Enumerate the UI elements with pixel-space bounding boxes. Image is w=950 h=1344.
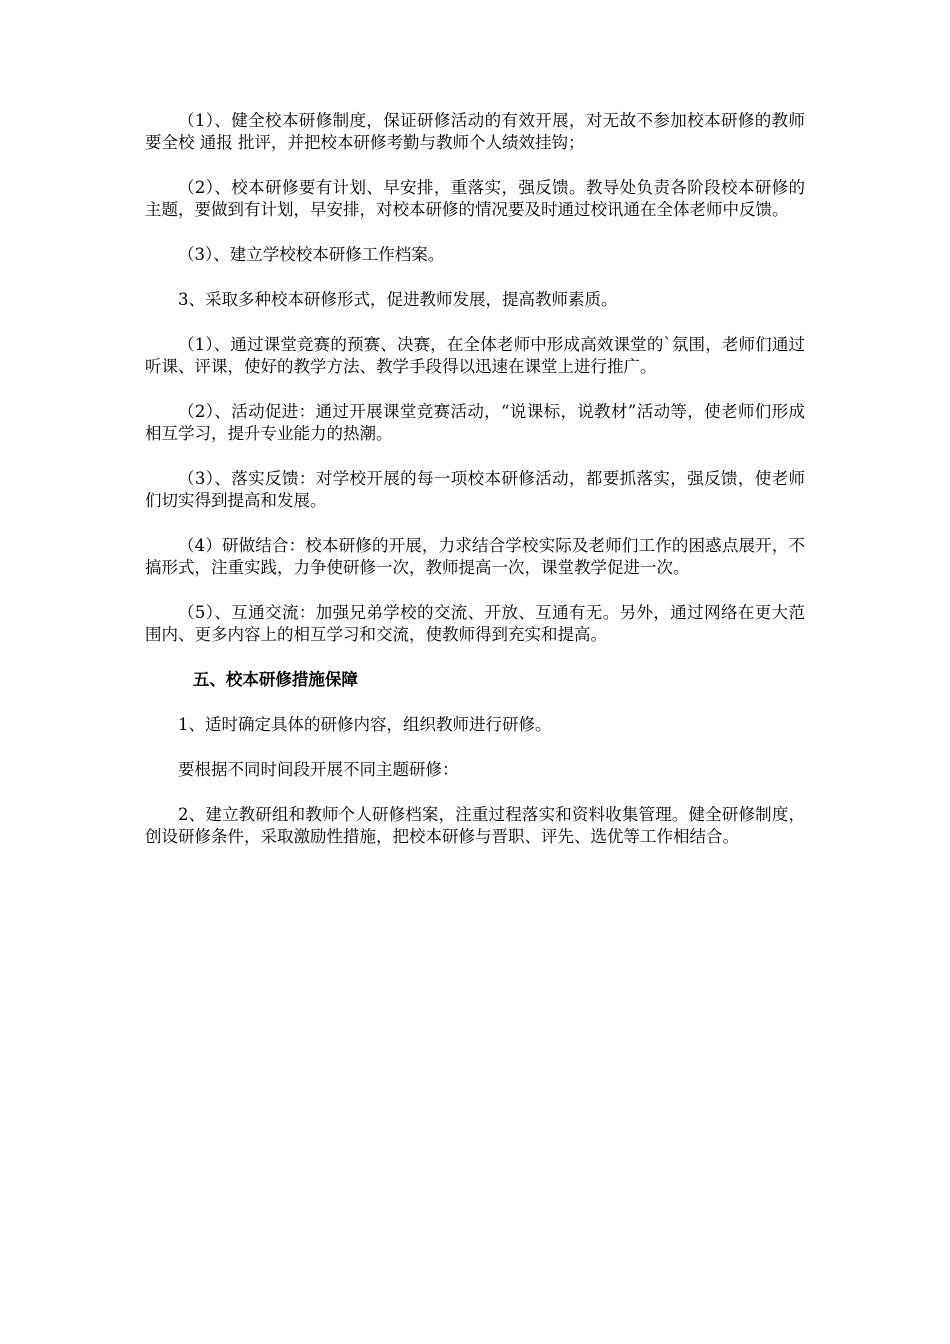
paragraph-2: （2）、校本研修要有计划、早安排，重落实，强反馈。教导处负责各阶段校本研修的主题，要做到有计划，早安排，对校本研修的情况要及时通过校讯通在全体老师中反馈。: [145, 178, 805, 219]
paragraph-7: （3）、落实反馈：对学校开展的每一项校本研修活动，都要抓落实，强反馈，使老师们切实得到提高和发展。: [145, 469, 805, 510]
paragraph-8: （4）研做结合：校本研修的开展，力求结合学校实际及老师们工作的困惑点展开，不搞形式，注重实践，力争使研修一次，教师提高一次，课堂教学促进一次。: [145, 536, 805, 577]
paragraph-3: （3）、建立学校校本研修工作档案。: [178, 245, 445, 264]
paragraph-1: （1）、健全校本研修制度，保证研修活动的有效开展，对无故不参加校本研修的教师要全校 通报 批评，并把校本研修考勤与教师个人绩效挂钩；: [145, 111, 805, 152]
paragraph-4: 3、采取多种校本研修形式，促进教师发展，提高教师素质。: [178, 290, 618, 309]
paragraph-5: （1）、通过课堂竞赛的预赛、决赛，在全体老师中形成高效课堂的`氛围，老师们通过听课、评课，使好的教学方法、教学手段得以迅速在课堂上进行推广。: [145, 335, 805, 376]
section-heading: 五、校本研修措施保障: [192, 670, 358, 689]
paragraph-6: （2）、活动促进：通过开展课堂竞赛活动，“说课标，说教材”活动等，使老师们形成相互学习，提升专业能力的热潮。: [145, 402, 805, 443]
section-paragraph-2: 要根据不同时间段开展不同主题研修：: [178, 760, 459, 779]
document-page: [145, 110, 805, 871]
section-paragraph-1: 1、适时确定具体的研修内容，组织教师进行研修。: [178, 715, 552, 734]
paragraph-9: （5）、互通交流：加强兄弟学校的交流、开放、互通有无。另外，通过网络在更大范围内、更多内容上的相互学习和交流，使教师得到充实和提高。: [145, 603, 805, 644]
section-paragraph-3: 2、建立教研组和教师个人研修档案，注重过程落实和资料收集管理。健全研修制度，创设研修条件，采取激励性措施，把校本研修与晋职、评先、选优等工作相结合。: [145, 805, 805, 846]
